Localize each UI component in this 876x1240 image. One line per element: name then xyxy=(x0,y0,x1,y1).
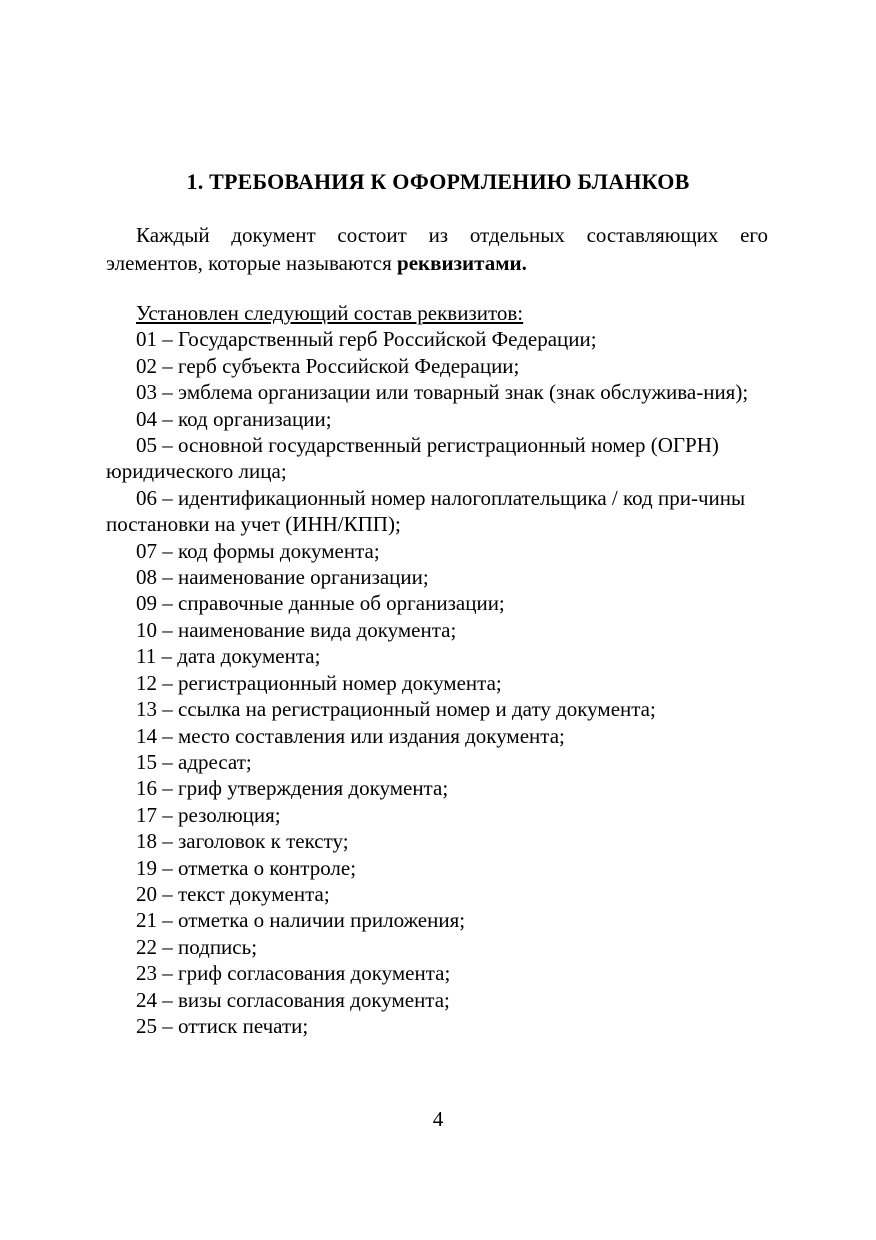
list-item: 08 – наименование организации; xyxy=(136,565,429,590)
list-item: 24 – визы согласования документа; xyxy=(136,987,450,1012)
intro-bold-term: реквизитами. xyxy=(397,251,527,275)
list-item: 19 – отметка о контроле; xyxy=(136,855,357,880)
requisites-list xyxy=(106,300,768,1039)
list-item: 11 – дата документа; xyxy=(136,644,321,669)
list-item: 14 – место составления или издания документа; xyxy=(136,723,565,748)
list-item: 09 – справочные данные об организации; xyxy=(136,591,505,616)
page-number: 4 xyxy=(432,1107,444,1131)
section-heading: 1. ТРЕБОВАНИЯ К ОФОРМЛЕНИЮ БЛАНКОВ xyxy=(186,169,690,194)
list-item: 18 – заголовок к тексту; xyxy=(136,829,349,854)
list-item: 02 – герб субъекта Российской Федерации; xyxy=(136,353,520,378)
list-title-text: Установлен следующий состав реквизитов: xyxy=(136,301,524,325)
list-item: 13 – ссылка на регистрационный номер и дату документа; xyxy=(136,697,656,722)
list-item: 04 – код организации; xyxy=(136,406,332,431)
list-item: 20 – текст документа; xyxy=(136,881,330,906)
list-item: 12 – регистрационный номер документа; xyxy=(136,670,502,695)
list-item: 03 – эмблема организации или товарный знак (знак обслужива-ния); xyxy=(136,380,749,405)
list-title xyxy=(106,300,768,326)
list-item: 17 – резолюция; xyxy=(136,802,281,827)
list-item: 07 – код формы документа; xyxy=(136,538,380,563)
list-item: 22 – подпись; xyxy=(136,934,258,959)
list-item: 16 – гриф утверждения документа; xyxy=(136,776,449,801)
list-item: 21 – отметка о наличии приложения; xyxy=(136,908,466,933)
intro-text: Каждый документ состоит из отдельных составляющих его элементов, которые называются xyxy=(106,223,768,275)
list-item: 05 – основной государственный регистрационный номер (ОГРН) юридического лица; xyxy=(106,433,719,484)
list-item: 06 – идентификационный номер налогоплательщика / код при-чины постановки на учет (ИНН/КПП); xyxy=(106,485,746,537)
list-item: 10 – наименование вида документа; xyxy=(136,617,457,642)
intro-paragraph xyxy=(106,221,768,277)
list-item: 23 – гриф согласования документа; xyxy=(136,961,451,986)
list-item: 25 – оттиск печати; xyxy=(136,1013,309,1038)
list-item: 15 – адресат; xyxy=(136,749,252,774)
list-item: 01 – Государственный герб Российской Федерации; xyxy=(136,327,597,352)
